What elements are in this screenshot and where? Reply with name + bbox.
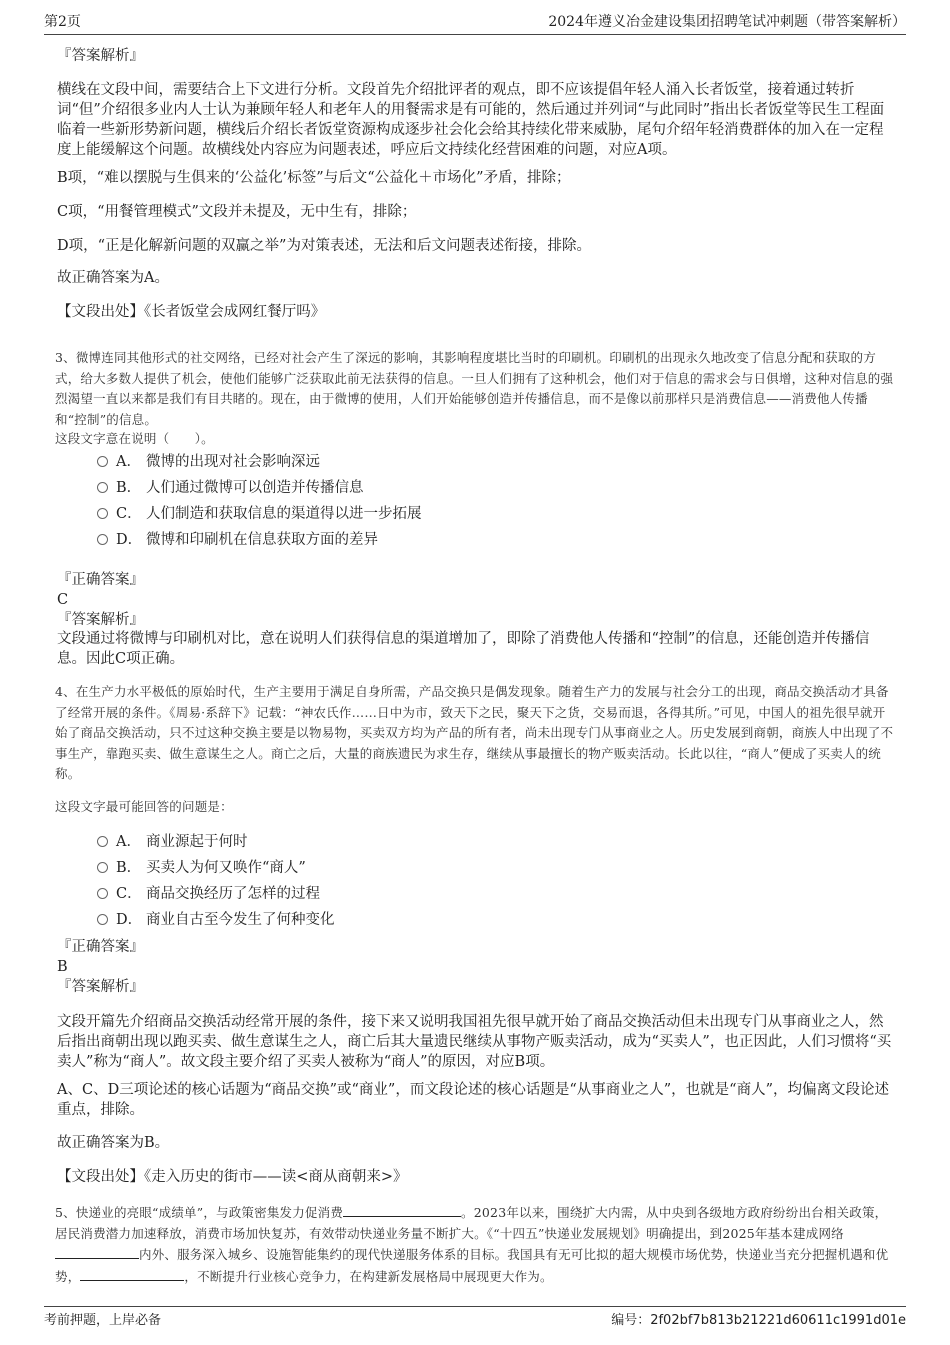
page-number: 第2页	[44, 14, 81, 30]
q3-analysis: 文段通过将微博与印刷机对比，意在说明人们获得信息的渠道增加了，即除了消费他人传播和“控制”的信息，还能创造并传播信息。因此C项正确。	[57, 631, 870, 667]
radio-button[interactable]	[97, 914, 108, 925]
q4-analysis-label: 『答案解析』	[57, 979, 144, 995]
q4-option-c[interactable]: C． 商品交换经历了怎样的过程	[97, 884, 320, 904]
q2-option-d-analysis: D项，“正是化解新问题的双赢之举”为对策表述，无法和后文问题表述衔接，排除。	[57, 238, 591, 254]
radio-button[interactable]	[97, 508, 108, 519]
q4-analysis-paragraph: 文段开篇先介绍商品交换活动经常开展的条件，接下来又说明我国祖先很早就开始了商品交换活动但未出现专门从事商业之人，然后指出商朝出现以跑买卖、做生意谋生之人，商亡后其大量遗民继续从事物产贩卖活动，成为“买卖人”，也正因此，人们习惯将“买卖人”称为“商人”。故文段主要介绍了买卖人被称为“商人”的原因，对应B项。	[57, 1014, 892, 1070]
radio-button[interactable]	[97, 836, 108, 847]
q3-answer-label: 『正确答案』	[57, 572, 144, 588]
radio-button[interactable]	[97, 534, 108, 545]
q4-option-b[interactable]: B． 买卖人为何又唤作“商人”	[97, 858, 306, 878]
radio-button[interactable]	[97, 456, 108, 467]
analysis-label: 『答案解析』	[57, 48, 144, 64]
q4-option-a[interactable]: A． 商业源起于何时	[97, 832, 248, 852]
q3-option-a[interactable]: A． 微博的出现对社会影响深远	[97, 452, 320, 472]
q4-answer: B	[57, 959, 68, 975]
q4-answer-label: 『正确答案』	[57, 939, 144, 955]
q3-analysis-label: 『答案解析』	[57, 612, 144, 628]
q3-option-c[interactable]: C． 人们制造和获取信息的渠道得以进一步拓展	[97, 504, 422, 524]
page-header	[44, 12, 906, 35]
q2-conclusion: 故正确答案为A。	[57, 270, 169, 286]
q2-analysis-paragraph: 横线在文段中间，需要结合上下文进行分析。文段首先介绍批评者的观点，即不应该提倡年轻人涌入长者饭堂，接着通过转折词“但”介绍很多业内人士认为兼顾年轻人和老年人的用餐需求是有可能的，然后通过并列词“与此同时”指出长者饭堂等民生工程面临着一些新形势新问题，横线后介绍长者饭堂资源构成逐步社会化会给其持续化带来威胁，尾句介绍年轻消费群体的加入在一定程度上能缓解这个问题。故横线处内容应为问题表述，呼应后文持续化经营困难的问题，对应A项。	[57, 82, 885, 158]
page-footer	[44, 1306, 906, 1333]
q2-source: 【文段出处】《长者饭堂会成网红餐厅吗》	[57, 304, 326, 320]
q4-option-d[interactable]: D． 商业自古至今发生了何种变化	[97, 910, 335, 930]
q4-source: 【文段出处】《走入历史的街市——读<商从商朝来>》	[57, 1169, 408, 1185]
q3-option-b[interactable]: B． 人们通过微博可以创造并传播信息	[97, 478, 364, 498]
document-title: 2024年遵义冶金建设集团招聘笔试冲刺题（带答案解析）	[548, 14, 906, 30]
fill-blank-3[interactable]	[80, 1266, 184, 1281]
radio-button[interactable]	[97, 482, 108, 493]
q2-option-c-analysis: C项，“用餐管理模式”文段并未提及，无中生有，排除；	[57, 204, 417, 220]
q4-options-analysis: A、C、D三项论述的核心话题为“商品交换”或“商业”，而文段论述的核心话题是“从事商业之人”，也就是“商人”，均偏离文段论述重点，排除。	[57, 1082, 889, 1118]
q3-option-d[interactable]: D． 微博和印刷机在信息获取方面的差异	[97, 530, 378, 550]
footer-slogan: 考前押题，上岸必备	[44, 1313, 162, 1328]
document-code: 编号：2f02bf7b813b21221d60611c1991d01e	[611, 1313, 906, 1328]
radio-button[interactable]	[97, 862, 108, 873]
radio-button[interactable]	[97, 888, 108, 899]
q4-conclusion: 故正确答案为B。	[57, 1135, 170, 1151]
fill-blank-2[interactable]	[55, 1244, 139, 1259]
q5-stem: 5、快递业的亮眼“成绩单”，与政策密集发力促消费 。2023年以来，围绕扩大内需，从中央到各级地方政府纷纷出台相关政策，居民消费潜力加速释放，消费市场加快复苏，有效带动快递业务量不断扩大。《“十四五”快递业发展规划》明确提出，到2025年基本建成网络内外、服务深入城乡、设施智能集约的现代快递服务体系的目标。我国具有无可比拟的超大规模市场优势，快递业当充分把握机遇和优势， ，不断提升行业核心竞争力，在构建新发展格局中展现更大作为。	[55, 1202, 894, 1287]
q3-answer: C	[57, 592, 69, 608]
q3-stem: 3、微博连同其他形式的社交网络，已经对社会产生了深远的影响，其影响程度堪比当时的印刷机。印刷机的出现永久地改变了信息分配和获取的方式，给大多数人提供了机会，使他们能够广泛获取此前无法获得的信息。一旦人们拥有了这种机会，他们对于信息的需求会与日俱增，这种对信息的强烈渴望一直以来都是我们有目共睹的。现在，由于微博的使用，人们开始能够创造并传播信息，而不是像以前那样只是消费信息——消费他人传播和“控制”的信息。	[55, 350, 894, 427]
q3-question: 这段文字意在说明（ ）。	[55, 431, 214, 446]
q2-option-b-analysis: B项，“难以摆脱与生俱来的‘公益化’标签”与后文“公益化＋市场化”矛盾，排除；	[57, 170, 571, 186]
q4-stem: 4、在生产力水平极低的原始时代，生产主要用于满足自身所需，产品交换只是偶发现象。随着生产力的发展与社会分工的出现，商品交换活动才具备了经常开展的条件。《周易·系辞下》记载：“神农氏作……日中为市，致天下之民，聚天下之货，交易而退，各得其所。”可见，中国人的祖先很早就开始了商品交换活动，只不过这种交换主要是以物易物，买卖双方均为产品的所有者，尚未出现专门从事商业之人。历史发展到商朝，商族人中出现了不事生产，靠跑买卖、做生意谋生之人。商亡之后，大量的商族遗民为求生存，继续从事最擅长的物产贩卖活动。长此以往，“商人”便成了买卖人的统称。	[55, 684, 894, 781]
fill-blank-1[interactable]	[343, 1202, 461, 1217]
q4-question: 这段文字最可能回答的问题是：	[55, 799, 233, 814]
